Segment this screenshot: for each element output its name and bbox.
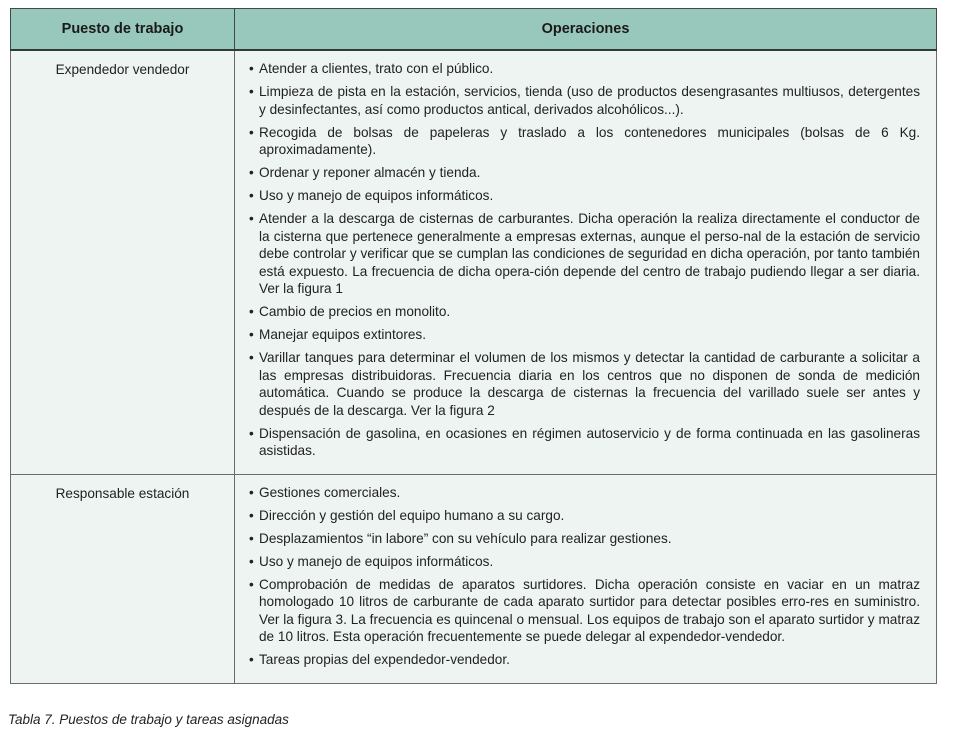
- operation-text: Dirección y gestión del equipo humano a su cargo.: [259, 507, 565, 523]
- operation-text: Manejar equipos extintores.: [259, 327, 426, 342]
- operation-item: [249, 425, 920, 460]
- bullet-icon: •: [249, 188, 254, 203]
- job-position-cell: Responsable estación: [11, 474, 235, 683]
- bullet-icon: •: [249, 350, 254, 365]
- bullet-icon: •: [249, 576, 254, 592]
- bullet-icon: •: [249, 304, 254, 319]
- operation-text: Tareas propias del expendedor-vendedor.: [259, 652, 510, 667]
- bullet-icon: •: [249, 165, 254, 180]
- tasks-table-container: [10, 8, 936, 684]
- tasks-table: [10, 8, 937, 684]
- operation-text: Recogida de bolsas de papeleras y traslado a los contenedores municipales (bolsas de 6 Kg. aproximadamente).: [259, 124, 920, 157]
- operation-text: Atender a la descarga de cisternas de carburantes. Dicha operación la realiza directamente el conductor de la cisterna que pertenece generalmente a empresas externas, aunque el perso-nal de la estación de servicio debe controlar y verificar que se cumplan las condiciones de seguridad en dicha operación, por tanto también está expuesto. La frecuencia de dicha opera-ción depende del centro de trabajo pudiendo llegar a ser diaria. Ver la figura 1: [259, 211, 920, 296]
- operation-text: Atender a clientes, trato con el público.: [259, 61, 494, 76]
- bullet-icon: •: [249, 211, 254, 226]
- operation-item: [249, 326, 920, 344]
- operation-item: [249, 530, 920, 548]
- operation-item: [249, 187, 920, 205]
- bullet-icon: •: [249, 84, 254, 99]
- bullet-icon: •: [249, 124, 254, 140]
- bullet-icon: •: [249, 327, 254, 342]
- table-row: [11, 474, 937, 683]
- operation-item: [249, 576, 920, 646]
- operations-cell: [235, 50, 937, 474]
- operation-item: [249, 484, 920, 502]
- bullet-icon: •: [249, 530, 254, 546]
- bullet-icon: •: [249, 507, 254, 523]
- table-header-row: [11, 9, 937, 51]
- operation-text: Desplazamientos “in labore” con su vehículo para realizar gestiones.: [259, 530, 672, 546]
- bullet-icon: •: [249, 652, 254, 667]
- operation-text: Dispensación de gasolina, en ocasiones en régimen autoservicio y de forma continuada en las gasolineras asistidas.: [259, 425, 920, 458]
- operation-item: [249, 210, 920, 298]
- header-puesto: Puesto de trabajo: [11, 9, 235, 51]
- bullet-icon: •: [249, 553, 254, 569]
- operation-text: Gestiones comerciales.: [259, 484, 401, 500]
- operation-text: Ordenar y reponer almacén y tienda.: [259, 165, 481, 180]
- operation-text: Varillar tanques para determinar el volumen de los mismos y detectar la cantidad de carburante a solicitar a las empresas distribuidoras. Frecuencia diaria en los centros que no disponen de sonda de medición automática. Cuando se produce la descarga de cisternas la frecuencia del varillado suele ser antes y después de la descarga. Ver la figura 2: [259, 350, 920, 418]
- operation-item: [249, 60, 920, 78]
- table-caption: Tabla 7. Puestos de trabajo y tareas asignadas: [8, 712, 289, 727]
- bullet-icon: •: [249, 61, 254, 76]
- operations-list: [249, 484, 920, 669]
- operation-item: [249, 124, 920, 159]
- operation-item: [249, 164, 920, 182]
- operations-cell: [235, 474, 937, 683]
- operation-item: [249, 553, 920, 571]
- operation-item: [249, 349, 920, 419]
- job-position-cell: Expendedor vendedor: [11, 50, 235, 474]
- operation-item: [249, 651, 920, 669]
- bullet-icon: •: [249, 484, 254, 500]
- operation-text: Uso y manejo de equipos informáticos.: [259, 553, 494, 569]
- operation-item: [249, 303, 920, 321]
- operation-text: Limpieza de pista en la estación, servicios, tienda (uso de productos desengrasantes multiusos, detergentes y desinfectantes, así como productos antical, derivados alcohólicos...).: [259, 84, 920, 117]
- header-operaciones: Operaciones: [235, 9, 937, 51]
- bullet-icon: •: [249, 425, 254, 441]
- operation-text: Comprobación de medidas de aparatos surtidores. Dicha operación consiste en vaciar en un matraz homologado 10 litros de carburante de cada aparato surtidor para detectar posibles erro-res en suministro. Ver la figura 3. La frecuencia es quincenal o mensual. Los equipos de trabajo son el aparato surtidor y matraz de 10 litros. Esta operación frecuentemente se puede delegar al expendedor-vendedor.: [259, 576, 920, 644]
- operations-list: [249, 60, 920, 460]
- operation-item: [249, 83, 920, 118]
- operation-text: Cambio de precios en monolito.: [259, 304, 451, 319]
- operation-text: Uso y manejo de equipos informáticos.: [259, 188, 494, 203]
- operation-item: [249, 507, 920, 525]
- table-row: [11, 50, 937, 474]
